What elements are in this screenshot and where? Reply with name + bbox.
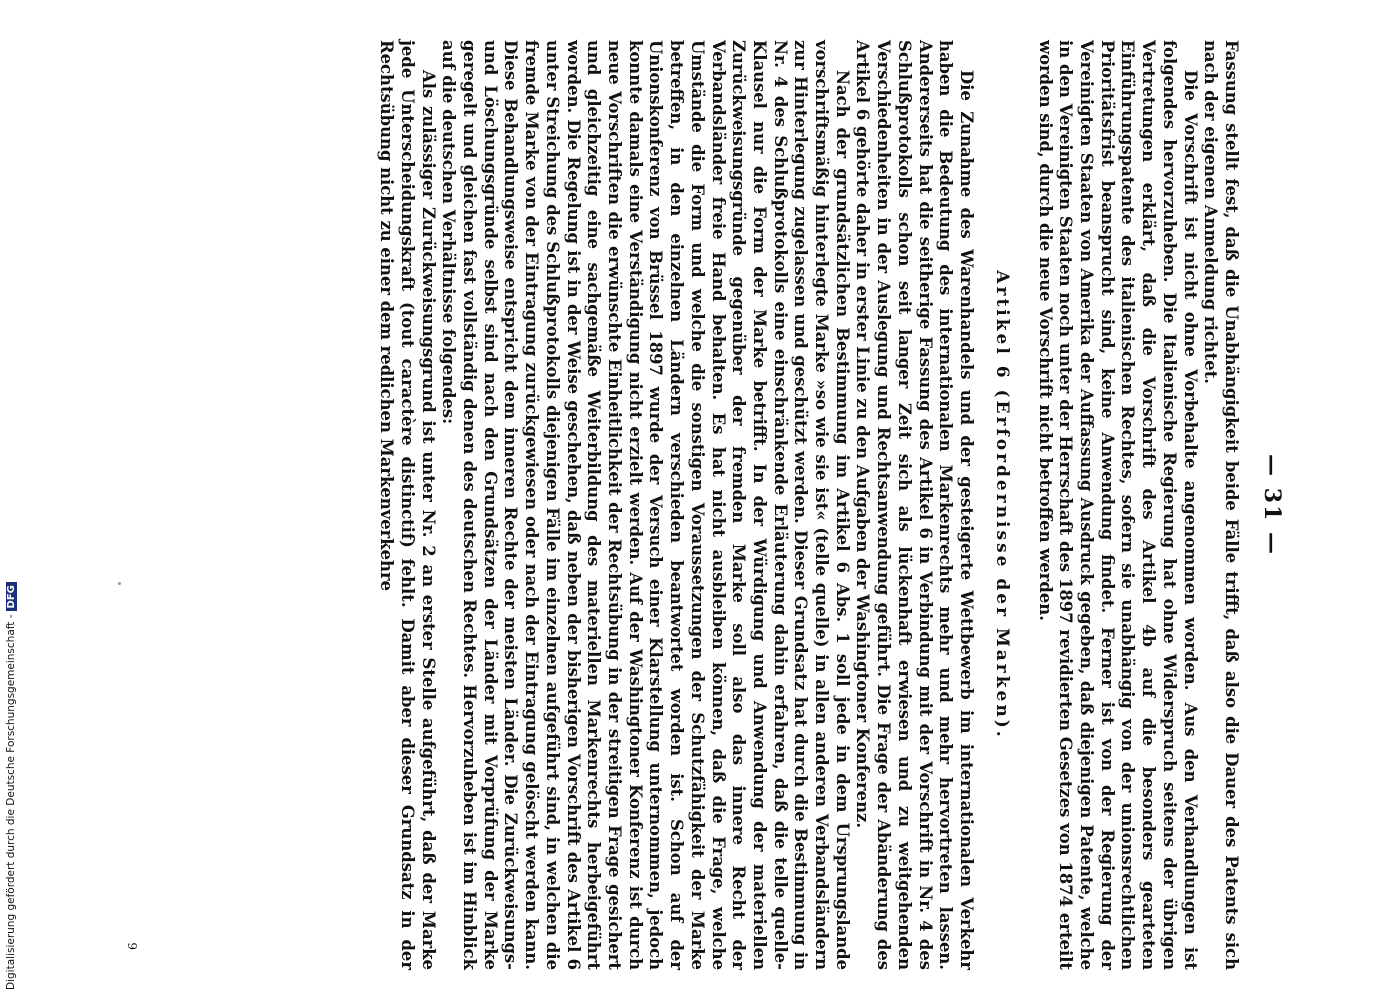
section-heading: Artikel 6 (Erfordernisse der Marken). [991,270,1012,740]
footer-text: Digitalisierung gefördert durch die Deutsche Forschungsgemeinschaft - [5,614,17,990]
digitization-footer [5,582,17,990]
signature-mark: 9 [125,942,139,950]
page-number: — 31 — [1259,454,1285,556]
dfg-logo: DFG [6,582,17,611]
paragraph-1: Fassung stellt fest, daß die Unabhängigkeit beide Fälle trifft, daß also die Dauer des Patents sich nach der eigenen Anmeldung richtet. [1201,40,1241,970]
paragraph-5: Als zulässiger Zurückweisungsgrund ist unter Nr. 2 an erster Stelle aufgeführt, daß der Marke jede Unterscheidungskraft (tout caractère distinctif) fehlt. Damit aber dieser Grundsatz in der Rechtsübung nicht zu einer dem redlichen Markenverkehre [377,40,438,970]
paragraph-4: Nach der grundsätzlichen Bestimmung im Artikel 6 Abs. 1 soll jede in dem Ursprungslande vorschriftsmäßig hinterlegte Marke »so wie sie ist« (telle quelle) in allen anderen Verbandsländern zur Hinterlegung zugelassen und geschützt werden. Dieser Grundsatz hat durch die Bestimmung in Nr. 4 des Schlußprotokolls eine einschränkende Erläuterung dahin erfahren, daß die telle quelle-Klausel nur die Form der Marke betrifft. In der Würdigung und Anwendung der materiellen Zurückweisungsgründe gegenüber der fremden Marke soll also das innere Recht der Verbandsländer freie Hand behalten. Es hat nicht ausbleiben können, daß die Frage, welche Umstände die Form und welche die sonstigen Voraussetzungen der Schutzfähigkeit der Marke betreffen, in den einzelnen Ländern verschieden beantwortet worden ist. Schon auf der Unionskonferenz von Brüssel 1897 wurde der Versuch einer Klarstellung unternommen, jedoch konnte damals eine Verständigung nicht erzielt werden. Auf der Washingtoner Konferenz ist durch neue Vorschriften die erwünschte Einheitlichkeit der Rechtsübung in der streitigen Frage gesichert und gleichzeitig eine sachgemäße Weiterbildung des materiellen Markenrechts herbeigeführt worden. Die Regelung ist in der Weise geschehen, daß neben der bisherigen Vorschrift des Artikel 6 unter Streichung des Schlußprotokolls diejenigen Fälle im einzelnen aufgeführt sind, in welchen die fremde Marke von der Eintragung zurückgewiesen oder nach der Eintragung gelöscht werden kann. Diese Behandlungsweise entspricht dem inneren Rechte der meisten Länder. Die Zurückweisungs- und Löschungsgründe selbst sind nach den Grundsätzen der Länder mit Vorprüfung der Marke geregelt und gleichen fast vollständig denen des deutschen Rechtes. Hervorzuheben ist im Hinblick auf die deutschen Verhältnisse folgendes: [439,40,852,970]
document-page [125,40,1285,970]
paragraph-2: Die Vorschrift ist nicht ohne Vorbehalte angenommen worden. Aus den Verhandlungen ist folgendes hervorzuheben. Die Italienische Regierung hat ohne Widerspruch seitens der übrigen Vertretungen erklärt, daß die Vorschrift des Artikel 4b auf die besonders gearteten Einführungspatente des italienischen Rechtes, sofern sie unabhängig von der unionsrechtlichen Prioritätsfrist beansprucht sind, keine Anwendung findet. Ferner ist von der Regierung der Vereinigten Staaten von Amerika der Auffassung Ausdruck gegeben, daß diejenigen Patente, welche in den Vereinigten Staaten noch unter der Herrschaft des 1897 revidierten Gesetzes von 1874 erteilt worden sind, durch die neue Vorschrift nicht betroffen werden. [1035,40,1200,970]
paragraph-3: Die Zunahme des Warenhandels und der gesteigerte Wettbewerb im internationalen Verkehr haben die Bedeutung des internationalen Markenrechts mehr und mehr hervortreten lassen. Andererseits hat die seitherige Fassung des Artikel 6 in Verbindung mit der Vorschrift in Nr. 4 des Schlußprotokolls schon seit langer Zeit sich als lückenhaft erwiesen und zu weitgehenden Verschiedenheiten in der Auslegung und Rechtsanwendung geführt. Die Frage der Abänderung des Artikel 6 gehörte daher in erster Linie zu den Aufgaben der Washingtoner Konferenz. [853,40,976,970]
scan-speck [118,582,121,585]
